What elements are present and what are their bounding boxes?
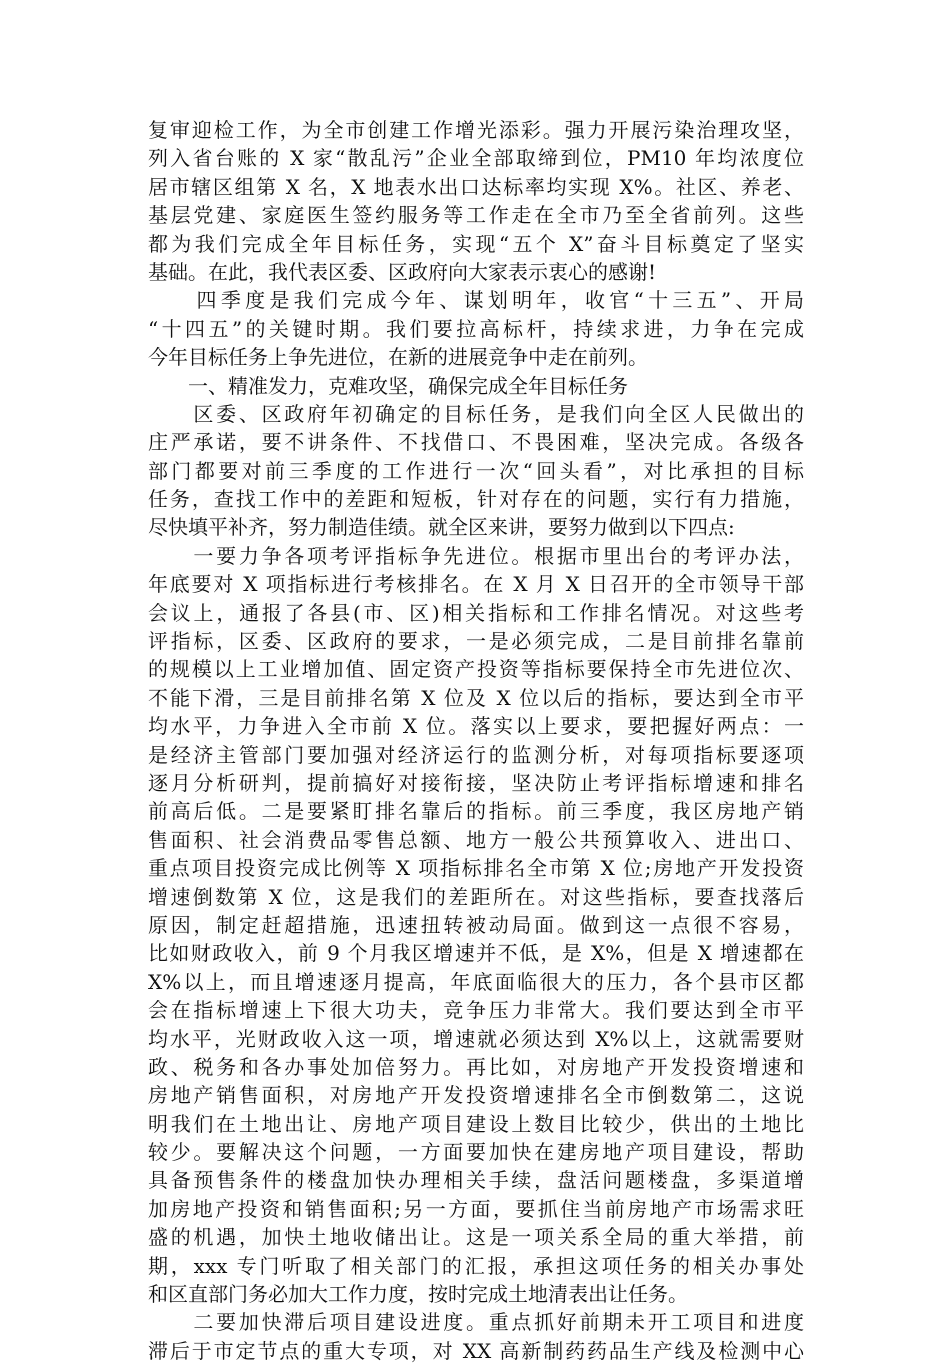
text-line: 基础。在此，我代表区委、区政府向大家表示衷心的感谢! bbox=[148, 259, 657, 284]
text-line: 都为我们完成全年目标任务，实现“五个 X”奋斗目标奠定了坚实 bbox=[148, 231, 804, 256]
text-line: 和区直部门务必加大工作力度，按时完成土地清表出让任务。 bbox=[148, 1282, 688, 1307]
text-line: 二要加快滞后项目建设进度。重点抓好前期未开工项目和进度 bbox=[148, 1310, 804, 1335]
text-line: 逐月分析研判，提前搞好对接衔接，坚决防止考评指标增速和排名 bbox=[148, 770, 804, 795]
text-line: 均水平，光财政收入这一项，增速就必须达到 X%以上，这就需要财 bbox=[148, 1026, 804, 1051]
text-line: 区委、区政府年初确定的目标任务，是我们向全区人民做出的 bbox=[148, 401, 804, 426]
text-line: 售面积、社会消费品零售总额、地方一般公共预算收入、进出口、 bbox=[148, 827, 804, 852]
text-line: 比如财政收入，前 9 个月我区增速并不低，是 X%，但是 X 增速都在 bbox=[148, 941, 804, 966]
text-line: 较少。要解决这个问题，一方面要加快在建房地产项目建设，帮助 bbox=[148, 1140, 804, 1165]
text-line: 尽快填平补齐，努力制造佳绩。就全区来讲，要努力做到以下四点: bbox=[148, 515, 735, 540]
text-line: 房地产销售面积，对房地产开发投资增速排名全市倒数第二，这说 bbox=[148, 1083, 804, 1108]
section-heading: 一、精准发力，克难攻坚，确保完成全年目标任务 bbox=[148, 373, 628, 398]
text-line: 具备预售条件的楼盘加快办理相关手续，盘活问题楼盘，多渠道增 bbox=[148, 1168, 804, 1193]
text-line: 明我们在土地出让、房地产项目建设上数目比较少，供出的土地比 bbox=[148, 1111, 804, 1136]
text-line: 任务，查找工作中的差距和短板，针对存在的问题，实行有力措施， bbox=[148, 487, 804, 512]
text-line: 政、税务和各办事处加倍努力。再比如，对房地产开发投资增速和 bbox=[148, 1054, 804, 1079]
document-body-text bbox=[148, 116, 804, 1365]
text-line: 一要力争各项考评指标争先进位。根据市里出台的考评办法， bbox=[148, 543, 804, 568]
text-line: 重点项目投资完成比例等 X 项指标排名全市第 X 位;房地产开发投资 bbox=[148, 856, 804, 881]
text-line: 年底要对 X 项指标进行考核排名。在 X 月 X 日召开的全市领导干部 bbox=[148, 572, 804, 597]
text-line: 今年目标任务上争先进位，在新的进展竞争中走在前列。 bbox=[148, 345, 648, 370]
text-line: 盛的机遇，加快土地收储出让。这是一项关系全局的重大举措，前 bbox=[148, 1225, 804, 1250]
text-line: 居市辖区组第 X 名，X 地表水出口达标率均实现 X%。社区、养老、 bbox=[148, 174, 804, 199]
text-line: 滞后于市定节点的重大专项，对 XX 高新制药药品生产线及检测中心 bbox=[148, 1338, 804, 1363]
text-line: 原因，制定赶超措施，迅速扭转被动局面。做到这一点很不容易， bbox=[148, 912, 804, 937]
text-line: 前高后低。二是要紧盯排名靠后的指标。前三季度，我区房地产销 bbox=[148, 799, 804, 824]
text-line: 的规模以上工业增加值、固定资产投资等指标要保持全市先进位次、 bbox=[148, 657, 804, 682]
text-line: 庄严承诺，要不讲条件、不找借口、不畏困难，坚决完成。各级各 bbox=[148, 430, 804, 455]
text-line: 增速倒数第 X 位，这是我们的差距所在。对这些指标，要查找落后 bbox=[148, 884, 804, 909]
text-line: 会在指标增速上下很大功夫，竞争压力非常大。我们要达到全市平 bbox=[148, 998, 804, 1023]
text-line: 评指标，区委、区政府的要求，一是必须完成，二是目前排名靠前 bbox=[148, 629, 804, 654]
text-line: 均水平，力争进入全市前 X 位。落实以上要求，要把握好两点：一 bbox=[148, 714, 804, 739]
text-line: 期，xxx 专门听取了相关部门的汇报，承担这项任务的相关办事处 bbox=[148, 1253, 804, 1278]
text-line: 部门都要对前三季度的工作进行一次“回头看”，对比承担的目标 bbox=[148, 458, 804, 483]
text-line: 会议上，通报了各县(市、区)相关指标和工作排名情况。对这些考 bbox=[148, 600, 804, 625]
text-line: 加房地产投资和销售面积;另一方面，要抓住当前房地产市场需求旺 bbox=[148, 1196, 804, 1221]
text-line: 基层党建、家庭医生签约服务等工作走在全市乃至全省前列。这些 bbox=[148, 203, 804, 228]
text-line: 是经济主管部门要加强对经济运行的监测分析，对每项指标要逐项 bbox=[148, 742, 804, 767]
text-line: 列入省台账的 X 家“散乱污”企业全部取缔到位，PM10 年均浓度位 bbox=[148, 146, 804, 171]
text-line: “十四五”的关键时期。我们要拉高标杆，持续求进，力争在完成 bbox=[148, 316, 804, 341]
text-line: 四季度是我们完成今年、谋划明年，收官“十三五”、开局 bbox=[148, 288, 804, 313]
text-line: 复审迎检工作，为全市创建工作增光添彩。强力开展污染治理攻坚， bbox=[148, 118, 804, 142]
text-line: 不能下滑，三是目前排名第 X 位及 X 位以后的指标，要达到全市平 bbox=[148, 685, 804, 710]
text-line: X%以上，而且增速逐月提高，年底面临很大的压力，各个县市区都 bbox=[148, 969, 804, 994]
